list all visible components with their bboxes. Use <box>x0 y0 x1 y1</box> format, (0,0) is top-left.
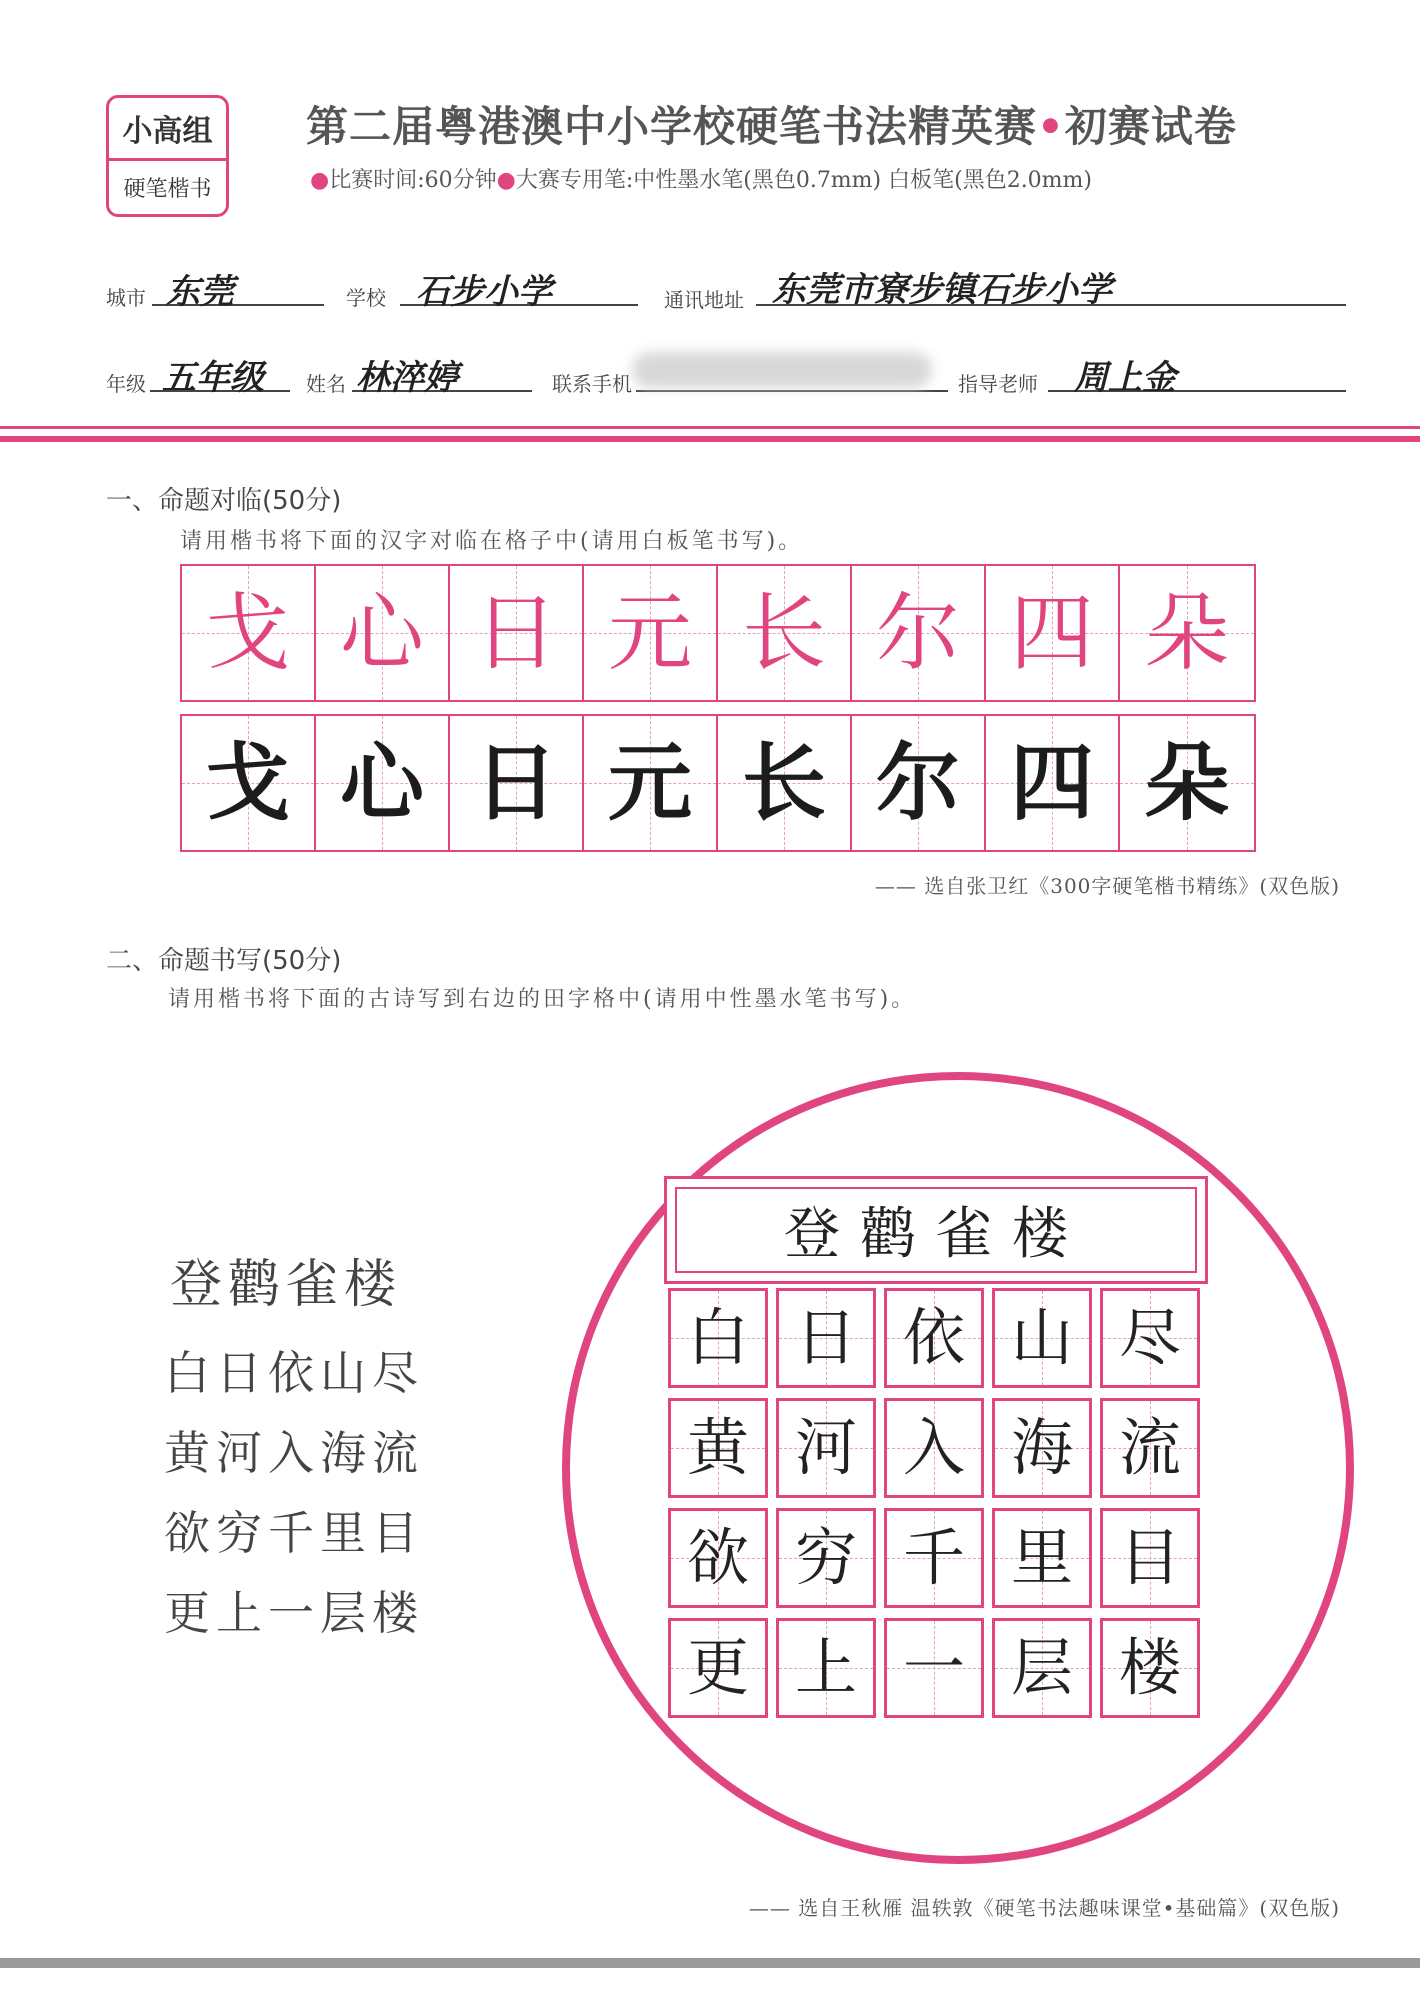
written-char: 更 <box>686 1631 749 1704</box>
poem-line: 欲穷千里目 <box>164 1506 424 1560</box>
bottom-bar <box>0 1958 1420 1968</box>
grade-field[interactable]: 五年级 <box>162 358 264 398</box>
section2-title: 二、命题书写(50分) <box>106 946 342 976</box>
subtitle-time: 比赛时间:60分钟 <box>329 168 497 193</box>
poem-text <box>164 1242 424 1643</box>
written-char: 流 <box>1118 1411 1181 1484</box>
tian-cell[interactable] <box>1100 1618 1200 1718</box>
written-char: 目 <box>1118 1521 1181 1594</box>
teacher-label: 指导老师 <box>958 372 1038 396</box>
written-char: 依 <box>902 1301 965 1374</box>
written-char: 楼 <box>1118 1631 1181 1704</box>
school-label: 学校 <box>346 286 386 310</box>
model-char: 尔 <box>875 584 960 682</box>
model-cell <box>852 566 986 700</box>
copy-cell[interactable] <box>450 716 584 850</box>
tian-cell[interactable] <box>992 1398 1092 1498</box>
written-char: 山 <box>1010 1301 1073 1374</box>
written-char: 河 <box>794 1411 857 1484</box>
poem-line: 白日依山尽 <box>164 1346 424 1400</box>
copy-cell[interactable] <box>584 716 718 850</box>
tian-cell[interactable] <box>776 1508 876 1608</box>
poem-line: 更上一层楼 <box>164 1586 424 1640</box>
model-cell <box>718 566 852 700</box>
copy-char: 朵 <box>1144 733 1229 832</box>
copy-cell[interactable] <box>182 716 316 850</box>
model-char: 日 <box>473 584 558 682</box>
written-char: 尽 <box>1118 1301 1181 1374</box>
copy-char: 四 <box>1009 733 1094 832</box>
poem-title-box[interactable] <box>664 1176 1208 1284</box>
model-cell <box>450 566 584 700</box>
tian-cell[interactable] <box>884 1508 984 1608</box>
section1-desc: 请用楷书将下面的汉字对临在格子中(请用白板笔书写)。 <box>180 529 804 554</box>
section2-source: —— 选自王秋雁 温轶敦《硬笔书法趣味课堂•基础篇》(双色版) <box>748 1896 1340 1920</box>
model-cell <box>182 566 316 700</box>
tian-cell[interactable] <box>776 1288 876 1388</box>
divider-bottom <box>0 436 1420 442</box>
page-title <box>306 94 1237 154</box>
copy-grid <box>180 714 1256 852</box>
tian-cell[interactable] <box>992 1508 1092 1608</box>
school-field[interactable]: 石步小学 <box>416 272 552 312</box>
city-field[interactable]: 东莞 <box>166 272 234 312</box>
city-label: 城市 <box>106 286 146 310</box>
phone-line <box>636 390 948 392</box>
page-subtitle <box>310 163 1092 194</box>
copy-char: 戈 <box>205 733 290 832</box>
written-char: 入 <box>902 1411 965 1484</box>
subtitle-pens: 大赛专用笔:中性墨水笔(黑色0.7mm) 白板笔(黑色2.0mm) <box>515 168 1092 193</box>
copy-char: 长 <box>741 733 826 832</box>
tian-cell[interactable] <box>1100 1398 1200 1498</box>
model-char: 戈 <box>205 584 290 682</box>
teacher-field[interactable]: 周上金 <box>1074 358 1176 398</box>
model-char: 长 <box>741 584 826 682</box>
copy-cell[interactable] <box>718 716 852 850</box>
tian-cell[interactable] <box>668 1288 768 1388</box>
tian-cell[interactable] <box>668 1398 768 1498</box>
tian-cell[interactable] <box>884 1398 984 1498</box>
written-char: 白 <box>686 1301 749 1374</box>
badge-group-label: 小高组 <box>109 98 226 161</box>
section2-desc: 请用楷书将下面的古诗写到右边的田字格中(请用中性墨水笔书写)。 <box>168 987 917 1012</box>
model-cell <box>316 566 450 700</box>
model-grid <box>180 564 1256 702</box>
tian-cell[interactable] <box>776 1618 876 1718</box>
tian-cell[interactable] <box>668 1508 768 1608</box>
tian-cell[interactable] <box>992 1618 1092 1718</box>
tian-cell[interactable] <box>884 1618 984 1718</box>
tian-cell[interactable] <box>1100 1508 1200 1608</box>
written-char: 一 <box>902 1631 965 1704</box>
tian-row <box>668 1508 1200 1608</box>
written-char: 层 <box>1010 1631 1073 1704</box>
model-char: 元 <box>607 584 692 682</box>
written-char: 日 <box>794 1301 857 1374</box>
tian-cell[interactable] <box>668 1618 768 1718</box>
written-char: 里 <box>1010 1521 1073 1594</box>
bullet-icon: ● <box>310 168 330 193</box>
section1-source: —— 选自张卫红《300字硬笔楷书精练》(双色版) <box>874 874 1340 898</box>
copy-char: 心 <box>339 733 424 832</box>
address-field[interactable]: 东莞市寮步镇石步小学 <box>772 270 1112 310</box>
model-cell <box>1120 566 1254 700</box>
poem-title: 登鹳雀楼 <box>170 1255 403 1315</box>
copy-char: 日 <box>473 733 558 832</box>
title-main: 第二届粤港澳中小学校硬笔书法精英赛 <box>306 102 1038 151</box>
copy-cell[interactable] <box>986 716 1120 850</box>
name-field[interactable]: 林淬婷 <box>356 358 458 398</box>
copy-char: 元 <box>607 733 692 832</box>
model-char: 四 <box>1009 584 1094 682</box>
poem-title-written: 登鹳雀楼 <box>675 1187 1197 1273</box>
section1-title: 一、命题对临(50分) <box>106 486 342 516</box>
divider-top <box>0 426 1420 429</box>
phone-redacted <box>632 352 932 388</box>
address-label: 通讯地址 <box>664 288 744 312</box>
name-label: 姓名 <box>306 372 346 396</box>
tian-cell[interactable] <box>992 1288 1092 1388</box>
tian-grid <box>668 1288 1200 1718</box>
title-dot: • <box>1037 102 1065 151</box>
tian-row <box>668 1288 1200 1388</box>
tian-cell[interactable] <box>1100 1288 1200 1388</box>
tian-row <box>668 1618 1200 1718</box>
model-cell <box>986 566 1120 700</box>
phone-label: 联系手机 <box>552 372 632 396</box>
written-char: 欲 <box>686 1521 749 1594</box>
tian-cell[interactable] <box>884 1288 984 1388</box>
tian-row <box>668 1398 1200 1498</box>
badge-category-label: 硬笔楷书 <box>123 177 212 202</box>
bullet-icon: ● <box>496 168 516 193</box>
written-char: 海 <box>1010 1411 1073 1484</box>
model-cell <box>584 566 718 700</box>
poem-line: 黄河入海流 <box>164 1426 424 1480</box>
copy-cell[interactable] <box>316 716 450 850</box>
model-char: 朵 <box>1144 584 1229 682</box>
tian-cell[interactable] <box>776 1398 876 1498</box>
written-char: 黄 <box>686 1411 749 1484</box>
written-char: 上 <box>794 1631 857 1704</box>
copy-cell[interactable] <box>852 716 986 850</box>
copy-char: 尔 <box>875 733 960 832</box>
written-char: 千 <box>902 1521 965 1594</box>
model-char: 心 <box>339 584 424 682</box>
title-tail: 初赛试卷 <box>1064 102 1237 151</box>
grade-label: 年级 <box>106 372 146 396</box>
written-char: 穷 <box>794 1521 857 1594</box>
group-badge <box>106 95 229 217</box>
copy-cell[interactable] <box>1120 716 1254 850</box>
